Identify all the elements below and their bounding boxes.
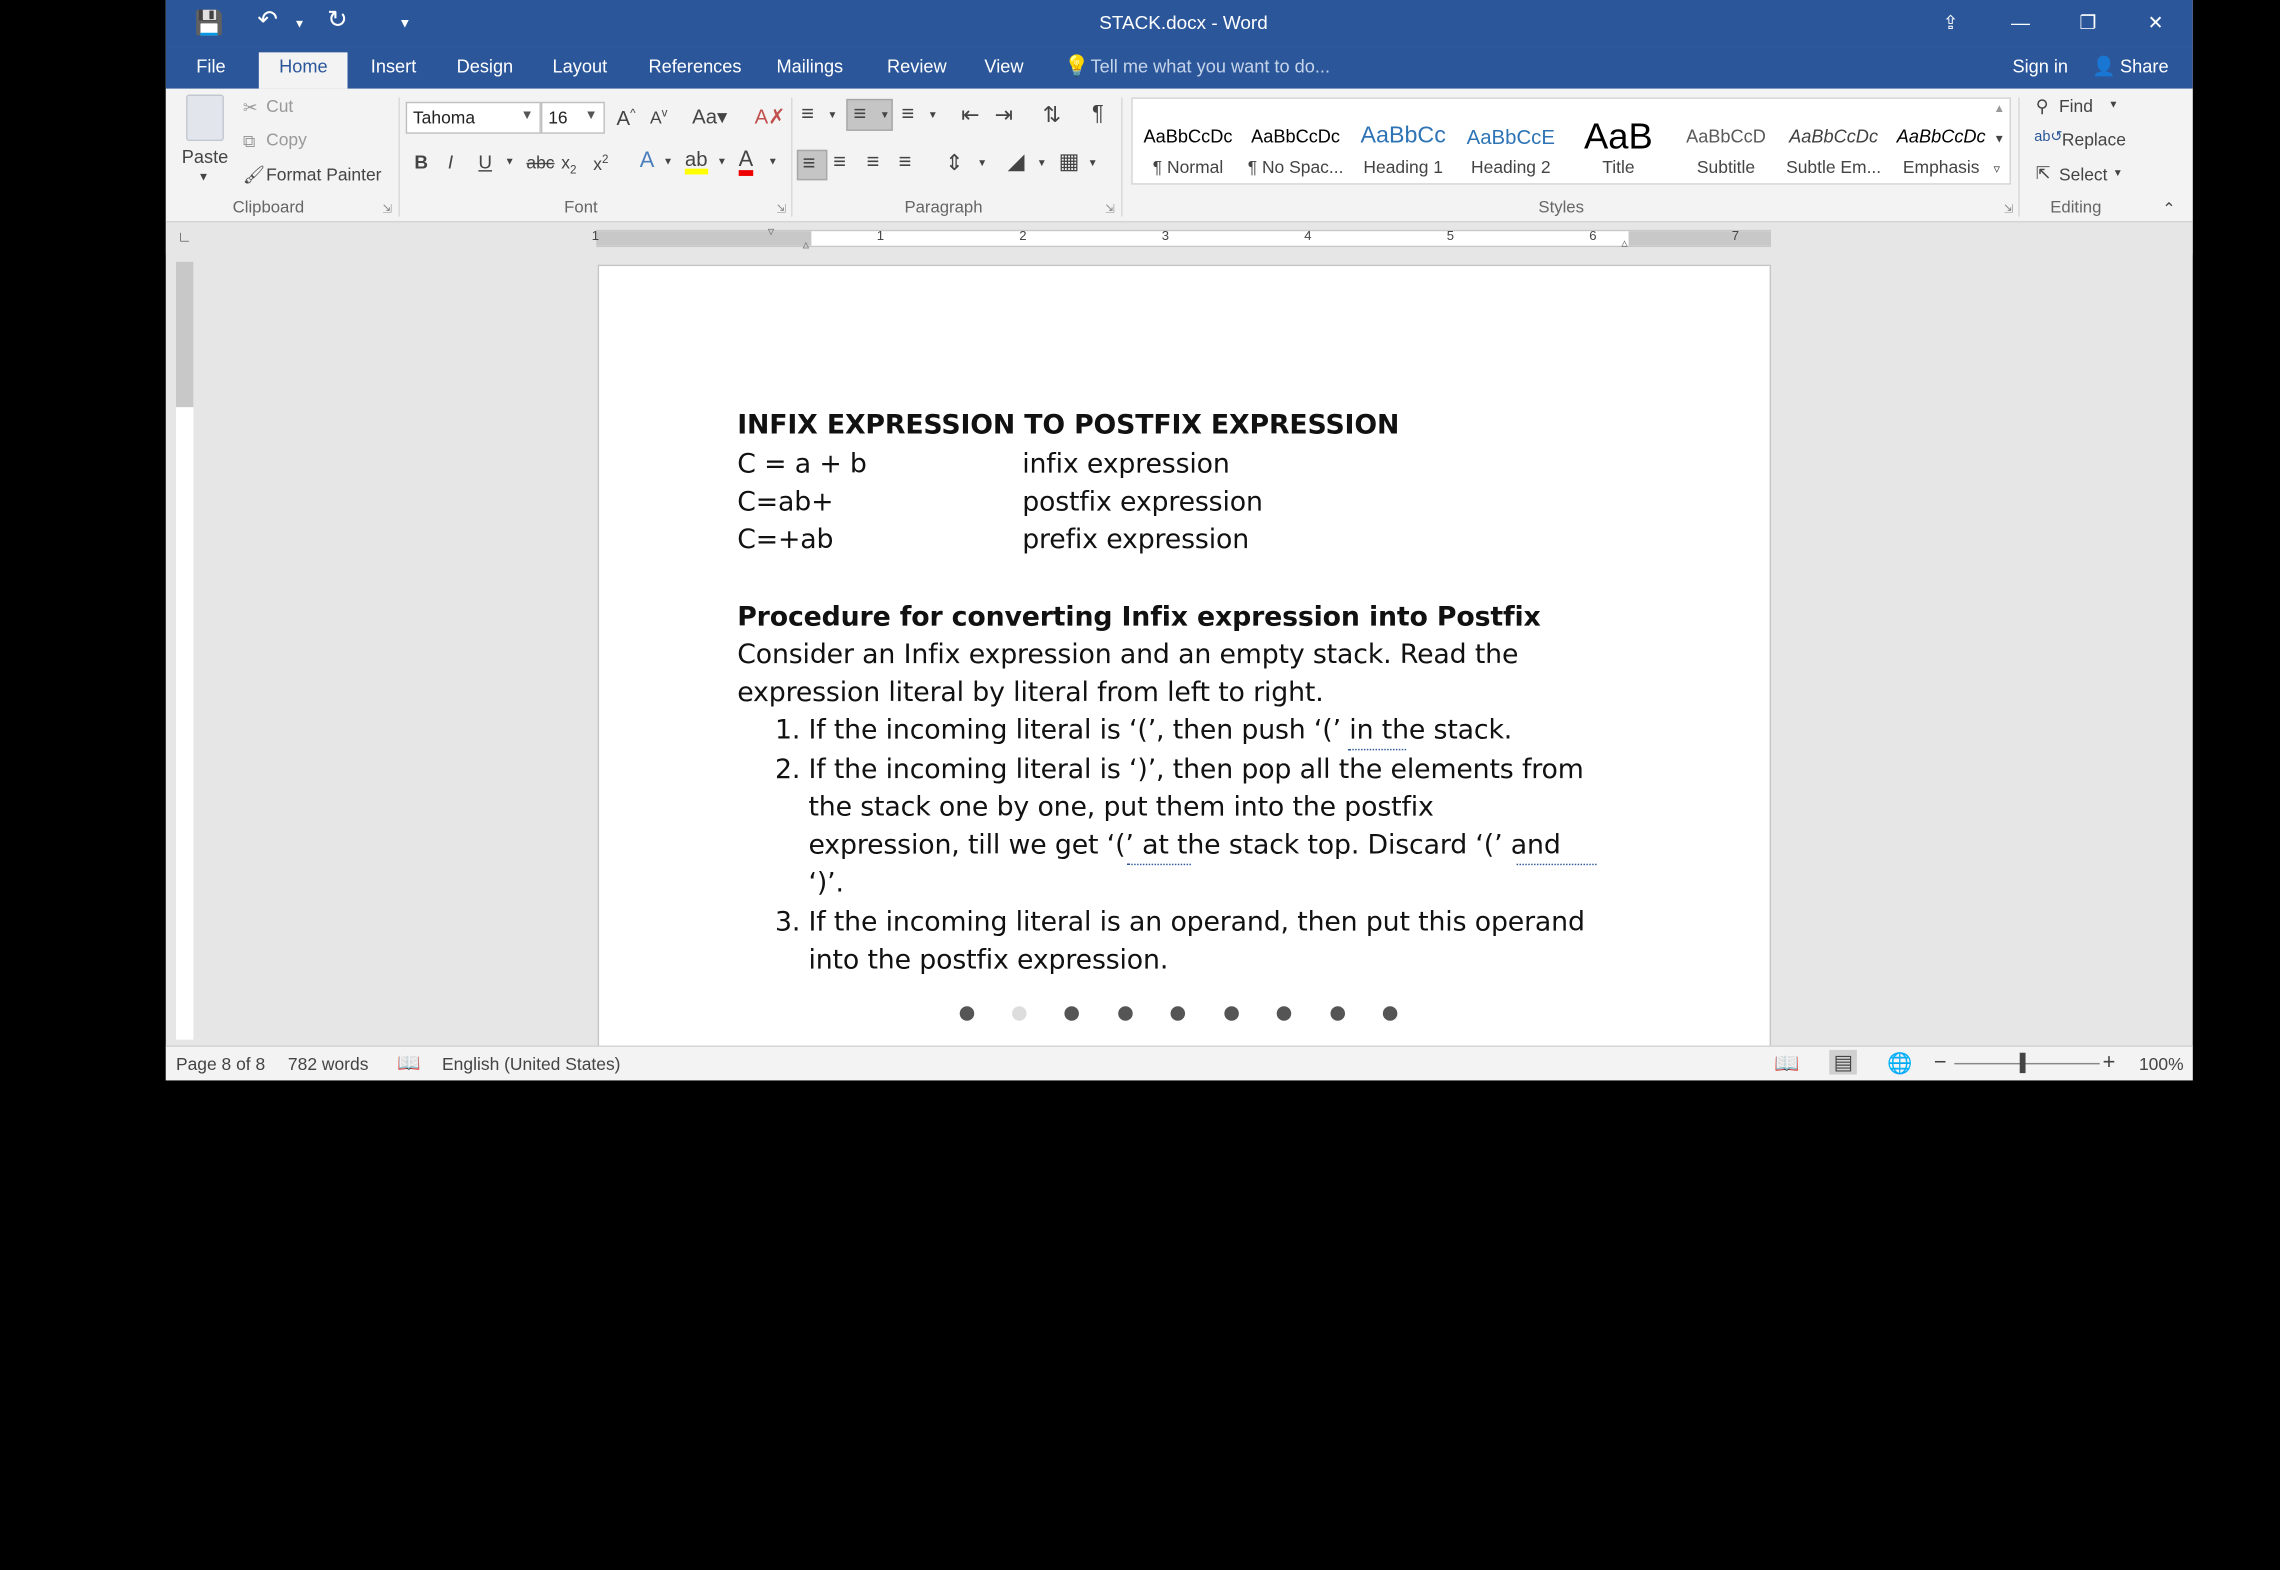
group-separator bbox=[2018, 97, 2019, 216]
align-left-icon[interactable]: ≡ bbox=[802, 151, 816, 176]
page-dot[interactable] bbox=[1383, 1006, 1398, 1021]
page-dot[interactable] bbox=[1012, 1006, 1027, 1021]
example-description: infix expression bbox=[1022, 449, 1230, 480]
font-group-label: Font bbox=[564, 199, 598, 217]
group-separator bbox=[791, 97, 792, 216]
paragraph-launcher-icon[interactable]: ⇲ bbox=[1105, 202, 1115, 216]
ruler-number: 4 bbox=[1304, 228, 1312, 243]
tab-design[interactable]: Design bbox=[456, 56, 514, 78]
zoom-slider-thumb[interactable] bbox=[2020, 1053, 2026, 1073]
style-preview: AaBbCcDc bbox=[1896, 126, 1986, 147]
list-number: 1. bbox=[775, 715, 801, 746]
font-color-dropdown-icon[interactable]: ▼ bbox=[767, 157, 778, 168]
text-effects-dropdown-icon[interactable]: ▼ bbox=[663, 157, 674, 168]
example-description: prefix expression bbox=[1022, 524, 1250, 556]
borders-dropdown-icon[interactable]: ▼ bbox=[1087, 158, 1098, 169]
list-number: 2. bbox=[775, 754, 801, 786]
page-dot[interactable] bbox=[1330, 1006, 1345, 1021]
list-item-2-line: If the incoming literal is ‘)’, then pop all the elements from bbox=[808, 754, 1584, 786]
horizontal-ruler[interactable] bbox=[591, 223, 1771, 252]
align-left-button[interactable] bbox=[797, 150, 828, 181]
page-dot[interactable] bbox=[1171, 1006, 1186, 1021]
sign-in-link[interactable]: Sign in bbox=[2012, 56, 2069, 78]
align-center-icon[interactable]: ≡ bbox=[833, 149, 846, 175]
collapse-ribbon-icon[interactable]: ⌃ bbox=[2162, 200, 2176, 219]
style-preview: AaBbCcD bbox=[1686, 126, 1766, 147]
list-item-1: If the incoming literal is ‘(’, then push ‘(’ in the stack. bbox=[808, 715, 1513, 746]
style-emphasis[interactable] bbox=[1887, 116, 1995, 186]
style-name: Subtitle bbox=[1696, 157, 1756, 178]
example-expression: C = a + b bbox=[737, 449, 867, 480]
zoom-in-icon[interactable]: + bbox=[2102, 1049, 2116, 1075]
print-layout-icon[interactable]: ▤ bbox=[1829, 1050, 1857, 1075]
group-separator bbox=[398, 97, 399, 216]
superscript-icon[interactable]: $x^2$ bbox=[593, 152, 609, 175]
cut-icon[interactable]: ✂ bbox=[242, 97, 258, 118]
tab-review[interactable]: Review bbox=[886, 56, 947, 78]
status-bar bbox=[166, 1045, 2193, 1080]
text-effects-icon[interactable]: A bbox=[639, 148, 655, 174]
font-size-box[interactable] bbox=[541, 102, 605, 134]
page-count[interactable]: Page 8 of 8 bbox=[175, 1054, 266, 1075]
font-size-value: 16 bbox=[548, 107, 568, 128]
font-name-dropdown-icon[interactable]: ▼ bbox=[520, 107, 534, 123]
subscript-icon[interactable]: $x_2$ bbox=[561, 152, 577, 177]
ribbon-tabs bbox=[166, 48, 2193, 89]
align-right-icon[interactable]: ≡ bbox=[866, 149, 880, 175]
close-button[interactable]: ✕ bbox=[2147, 11, 2164, 34]
language-indicator[interactable]: English (United States) bbox=[442, 1054, 621, 1075]
tab-file[interactable]: File bbox=[196, 56, 226, 78]
repeat-icon[interactable]: ↻ bbox=[327, 5, 348, 34]
style-normal[interactable] bbox=[1134, 116, 1242, 186]
italic-icon[interactable]: I bbox=[447, 151, 454, 174]
select-button[interactable]: Select bbox=[2058, 164, 2108, 185]
ruler-number: 7 bbox=[1731, 228, 1740, 243]
grow-font-icon[interactable]: A^ bbox=[616, 106, 636, 130]
style-heading-1[interactable] bbox=[1349, 116, 1457, 186]
style-no-spacing[interactable] bbox=[1242, 116, 1350, 186]
clipboard-launcher-icon[interactable]: ⇲ bbox=[382, 202, 393, 216]
style-preview: AaBbCcE bbox=[1466, 125, 1555, 149]
zoom-slider[interactable] bbox=[1954, 1063, 2099, 1064]
format-painter-icon[interactable]: 🖌 bbox=[242, 164, 265, 185]
styles-more-icon[interactable]: ▿ bbox=[1993, 161, 2001, 176]
styles-scroll-up-icon[interactable]: ▲ bbox=[1993, 101, 2006, 115]
shrink-font-icon[interactable]: $A^v$ bbox=[649, 106, 668, 128]
font-launcher-icon[interactable]: ⇲ bbox=[776, 202, 787, 216]
styles-group-label: Styles bbox=[1538, 199, 1584, 217]
cut-button[interactable]: Cut bbox=[266, 95, 294, 117]
select-icon[interactable]: ⇱ bbox=[2035, 162, 2051, 184]
paste-button[interactable]: Paste bbox=[181, 146, 229, 168]
style-name: ¶ Normal bbox=[1152, 157, 1224, 178]
highlight-icon[interactable]: ab bbox=[685, 148, 708, 174]
undo-icon[interactable]: ↶ bbox=[257, 5, 279, 34]
title-bar bbox=[166, 0, 2193, 48]
style-subtle-emphasis[interactable] bbox=[1780, 116, 1888, 186]
heading-procedure: Procedure for converting Infix expression into Postfix bbox=[737, 601, 1541, 633]
page-dot[interactable] bbox=[1277, 1006, 1292, 1021]
ruler-margin-right bbox=[1629, 231, 1772, 246]
bullets-dropdown-icon[interactable]: ▼ bbox=[827, 110, 838, 121]
tab-selector-icon[interactable]: ∟ bbox=[177, 229, 192, 246]
find-dropdown-icon[interactable]: ▼ bbox=[2108, 100, 2119, 111]
styles-launcher-icon[interactable]: ⇲ bbox=[2003, 202, 2014, 216]
tab-view[interactable]: View bbox=[984, 56, 1024, 78]
style-preview: AaB bbox=[1584, 116, 1653, 158]
vertical-ruler[interactable] bbox=[176, 262, 193, 1040]
bold-icon[interactable]: B bbox=[414, 151, 429, 174]
ruler-number: 1 bbox=[876, 228, 885, 243]
example-expression: C=ab+ bbox=[737, 487, 834, 518]
style-subtitle[interactable] bbox=[1672, 116, 1780, 186]
increase-indent-icon[interactable]: ⇥ bbox=[994, 103, 1013, 128]
example-expression: C=+ab bbox=[737, 524, 834, 556]
replace-icon[interactable]: ab↺ bbox=[2034, 129, 2063, 146]
spellcheck-squiggle bbox=[1127, 862, 1191, 865]
highlight-dropdown-icon[interactable]: ▼ bbox=[716, 157, 727, 168]
ruler-number: 2 bbox=[1019, 228, 1027, 243]
list-item-2-line: ‘)’. bbox=[808, 868, 844, 899]
strikethrough-icon[interactable]: abc bbox=[526, 152, 555, 174]
styles-scroll-down-icon[interactable]: ▼ bbox=[1993, 132, 2006, 146]
list-item-3-line: into the postfix expression. bbox=[808, 945, 1169, 976]
intro-line: expression literal by literal from left to right. bbox=[737, 677, 1324, 709]
paste-icon[interactable] bbox=[186, 95, 224, 142]
style-name: Emphasis bbox=[1902, 157, 1980, 178]
underline-dropdown-icon[interactable]: ▼ bbox=[504, 157, 515, 168]
list-number: 3. bbox=[775, 907, 801, 938]
zoom-out-icon[interactable]: − bbox=[1933, 1049, 1947, 1075]
list-item-2-line: the stack one by one, put them into the postfix bbox=[808, 792, 1434, 824]
ruler-number: 3 bbox=[1161, 228, 1170, 243]
copy-icon[interactable]: ⧉ bbox=[242, 130, 256, 152]
clear-formatting-icon[interactable]: A✗ bbox=[754, 104, 786, 128]
first-line-indent-marker[interactable]: ▿ bbox=[767, 223, 775, 239]
bullets-icon[interactable]: ≡ bbox=[801, 101, 814, 127]
editing-group-label: Editing bbox=[2050, 199, 2102, 217]
format-painter-button[interactable]: Format Painter bbox=[266, 164, 382, 185]
save-icon[interactable]: 💾 bbox=[194, 11, 224, 37]
style-name: Heading 2 bbox=[1471, 157, 1551, 178]
heading-infix-to-postfix: INFIX EXPRESSION TO POSTFIX EXPRESSION bbox=[737, 410, 1400, 441]
style-preview: AaBbCcDc bbox=[1251, 126, 1341, 147]
style-preview: AaBbCcDc bbox=[1789, 126, 1879, 147]
justify-icon[interactable]: ≡ bbox=[898, 149, 912, 175]
tab-home[interactable]: Home bbox=[259, 52, 348, 88]
right-indent-marker[interactable]: ▵ bbox=[1621, 235, 1628, 251]
multilevel-dropdown-icon[interactable]: ▼ bbox=[927, 110, 938, 121]
tab-insert[interactable]: Insert bbox=[370, 56, 417, 78]
restore-button[interactable]: ❐ bbox=[2079, 11, 2097, 34]
sort-icon[interactable]: ⇅ bbox=[1042, 103, 1061, 128]
numbering-button[interactable] bbox=[846, 99, 893, 131]
paste-dropdown-icon[interactable]: ▼ bbox=[197, 170, 210, 184]
page-dot[interactable] bbox=[1118, 1006, 1133, 1021]
multilevel-list-icon[interactable]: ≡ bbox=[901, 101, 915, 127]
numbering-dropdown-icon[interactable]: ▼ bbox=[879, 110, 890, 121]
tab-mailings[interactable]: Mailings bbox=[776, 56, 844, 78]
app-frame bbox=[166, 0, 2193, 1080]
ruler-margin-left bbox=[596, 231, 811, 246]
replace-button[interactable]: Replace bbox=[2061, 129, 2126, 150]
style-preview: AaBbCc bbox=[1360, 123, 1446, 149]
share-icon[interactable]: 👤 bbox=[2092, 55, 2116, 78]
underline-icon[interactable]: U bbox=[478, 151, 493, 174]
numbering-icon[interactable]: ≡ bbox=[853, 101, 867, 127]
intro-line: Consider an Infix expression and an empty stack. Read the bbox=[737, 639, 1519, 671]
window-title: STACK.docx - Word bbox=[1099, 11, 1268, 34]
list-item-3-line: If the incoming literal is an operand, then put this operand bbox=[808, 907, 1585, 938]
font-name-value: Tahoma bbox=[412, 107, 476, 128]
font-name-box[interactable] bbox=[406, 102, 541, 134]
decrease-indent-icon[interactable]: ⇤ bbox=[961, 103, 980, 128]
ruler-number: 6 bbox=[1589, 228, 1597, 243]
group-separator bbox=[1121, 97, 1122, 216]
style-heading-2[interactable] bbox=[1457, 116, 1565, 186]
hanging-indent-marker[interactable]: ▵ bbox=[802, 237, 810, 252]
line-spacing-icon[interactable]: ⇕ bbox=[945, 151, 964, 176]
web-layout-icon[interactable]: 🌐 bbox=[1887, 1051, 1913, 1075]
style-name: Title bbox=[1602, 157, 1635, 178]
minimize-button[interactable]: — bbox=[2010, 11, 2030, 34]
clipboard-group-label: Clipboard bbox=[232, 199, 305, 217]
show-formatting-icon[interactable]: ¶ bbox=[1092, 101, 1104, 127]
font-size-dropdown-icon[interactable]: ▼ bbox=[584, 107, 598, 123]
shading-icon[interactable]: ◢ bbox=[1007, 149, 1025, 175]
lightbulb-icon: 💡 bbox=[1064, 53, 1090, 78]
line-spacing-dropdown-icon[interactable]: ▼ bbox=[977, 158, 988, 169]
customize-toolbar-icon[interactable]: ▼ bbox=[398, 15, 412, 31]
share-button[interactable]: Share bbox=[2120, 56, 2169, 78]
paragraph-group-label: Paragraph bbox=[904, 199, 983, 217]
style-name: Subtle Em... bbox=[1786, 157, 1882, 178]
find-icon[interactable]: ⚲ bbox=[2035, 95, 2049, 117]
word-count[interactable]: 782 words bbox=[287, 1054, 369, 1075]
ribbon bbox=[166, 89, 2193, 223]
ribbon-display-icon[interactable]: ⇪ bbox=[1942, 11, 1959, 34]
ruler-number: 1 bbox=[591, 228, 600, 243]
find-button[interactable]: Find bbox=[2058, 95, 2093, 117]
proofing-icon[interactable]: 📖 bbox=[396, 1051, 421, 1074]
example-description: postfix expression bbox=[1022, 487, 1263, 518]
read-mode-icon[interactable]: 📖 bbox=[1773, 1051, 1800, 1075]
page-dot[interactable] bbox=[1064, 1006, 1079, 1021]
copy-button[interactable]: Copy bbox=[266, 129, 307, 150]
select-dropdown-icon[interactable]: ▼ bbox=[2112, 168, 2123, 179]
tell-me-search[interactable]: Tell me what you want to do... bbox=[1090, 56, 1331, 78]
ruler-number: 5 bbox=[1446, 228, 1455, 243]
style-name: ¶ No Spac... bbox=[1247, 157, 1344, 178]
page-dot[interactable] bbox=[1224, 1006, 1239, 1021]
styles-gallery bbox=[1131, 97, 2011, 184]
spellcheck-squiggle bbox=[1517, 862, 1597, 865]
shading-dropdown-icon[interactable]: ▼ bbox=[1036, 158, 1047, 169]
tab-references[interactable]: References bbox=[648, 56, 742, 78]
style-preview: AaBbCcDc bbox=[1143, 126, 1233, 147]
style-name: Heading 1 bbox=[1363, 157, 1443, 178]
style-title[interactable] bbox=[1565, 116, 1673, 186]
borders-icon[interactable]: ▦ bbox=[1058, 149, 1080, 175]
spellcheck-squiggle bbox=[1348, 747, 1406, 750]
ruler-margin-top bbox=[176, 262, 193, 407]
list-item-2-line: expression, till we get ‘(’ at the stack top. Discard ‘(’ and bbox=[808, 830, 1561, 861]
zoom-level[interactable]: 100% bbox=[2138, 1054, 2184, 1075]
font-color-icon[interactable]: A bbox=[739, 148, 754, 176]
undo-dropdown-icon[interactable]: ▼ bbox=[293, 17, 306, 31]
change-case-icon[interactable]: Aa▾ bbox=[692, 104, 728, 128]
tab-layout[interactable]: Layout bbox=[552, 56, 608, 78]
page-dot[interactable] bbox=[960, 1006, 975, 1021]
